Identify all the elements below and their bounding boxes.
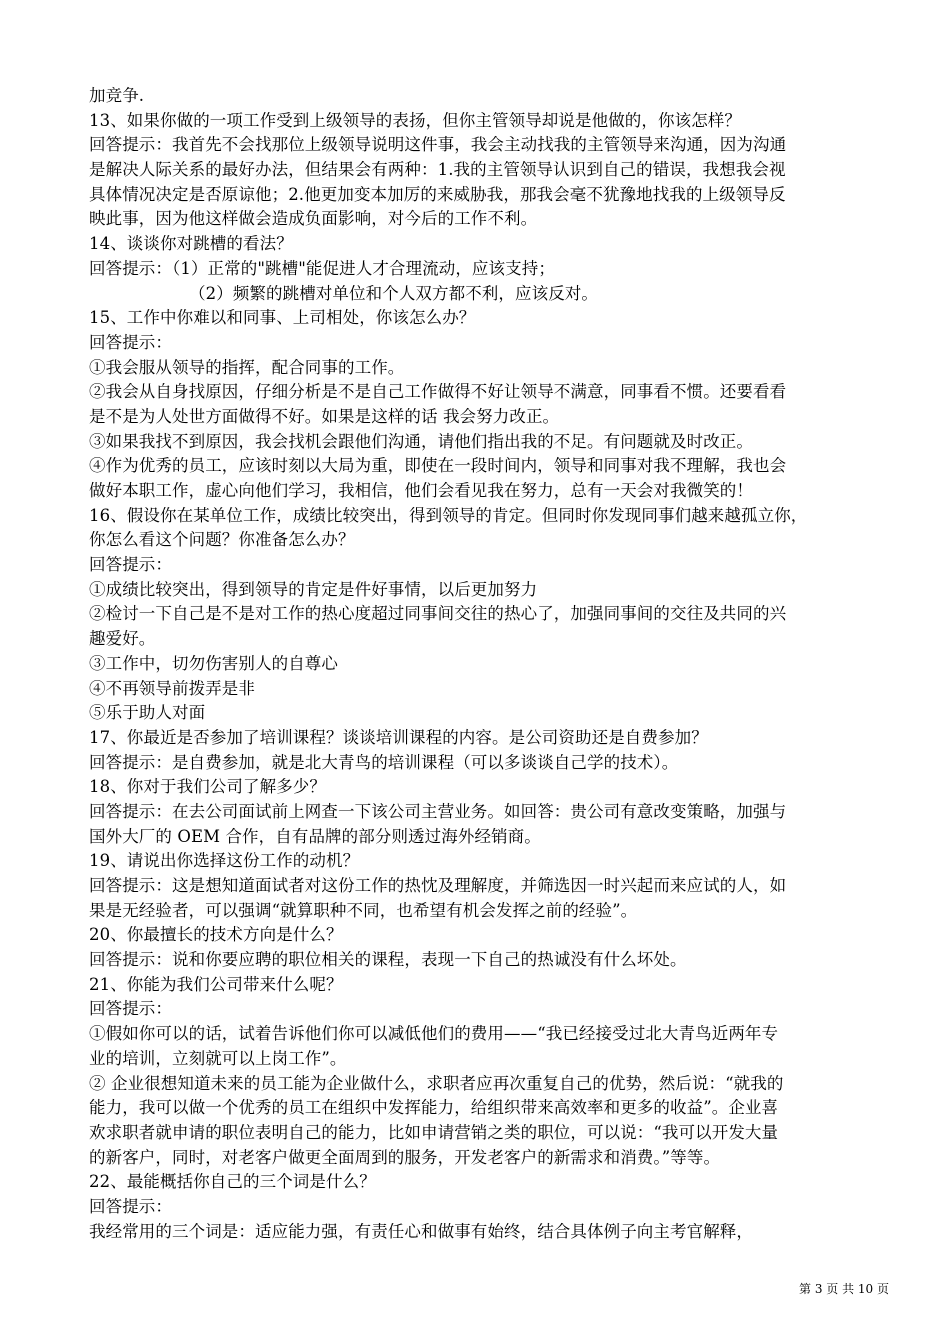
text-line: 13、如果你做的一项工作受到上级领导的表扬，但你主管领导却说是他做的，你该怎样？ [89, 110, 741, 130]
text-line: 我经常用的三个词是：适应能力强，有责任心和做事有始终，结合具体例子向主考官解释， [89, 1221, 753, 1241]
text-line: 15、工作中你难以和同事、上司相处，你该怎么办？ [89, 308, 476, 328]
text-line: ⑤乐于助人对面 [89, 703, 206, 723]
text-line: ②我会从自身找原因，仔细分析是不是自己工作做得不好让领导不满意，同事看不惯。还要看看 [89, 382, 787, 402]
text-line: 20、你最擅长的技术方向是什么？ [89, 925, 343, 945]
text-line: 果是无经验者，可以强调“就算职种不同，也希望有机会发挥之前的经验”。 [89, 900, 638, 920]
text-line: 16、假设你在某单位工作，成绩比较突出，得到领导的肯定。但同时你发现同事们越来越孤立你， [89, 505, 808, 525]
text-line: ①成绩比较突出，得到领导的肯定是件好事情，以后更加努力 [89, 579, 538, 599]
text-line: 映此事，因为他这样做会造成负面影响，对今后的工作不利。 [89, 209, 538, 229]
text-line: 做好本职工作，虚心向他们学习，我相信，他们会看见我在努力，总有一天会对我微笑的！ [89, 481, 753, 500]
text-line: （2）频繁的跳槽对单位和个人双方都不利，应该反对。 [189, 283, 598, 303]
text-line: 回答提示：说和你要应聘的职位相关的课程，表现一下自己的热诚没有什么坏处。 [89, 950, 687, 970]
text-line: 业的培训，立刻就可以上岗工作”。 [89, 1048, 347, 1068]
text-line: 趣爱好。 [89, 629, 156, 649]
text-line: ③如果我找不到原因，我会找机会跟他们沟通，请他们指出我的不足。有问题就及时改正。 [89, 431, 753, 451]
text-line: 回答提示： [89, 999, 172, 1019]
text-line: 你怎么看这个问题？你准备怎么办？ [89, 530, 355, 550]
text-line: 回答提示：我首先不会找那位上级领导说明这件事，我会主动找我的主管领导来沟通，因为沟通 [89, 135, 787, 155]
page-number-footer: 第 3 页 共 10 页 [799, 1282, 889, 1296]
document-body [89, 84, 889, 1244]
text-line: 回答提示：在去公司面试前上网查一下该公司主营业务。如回答：贵公司有意改变策略，加强与 [89, 801, 787, 821]
text-line: ② 企业很想知道未来的员工能为企业做什么，求职者应再次重复自己的优势，然后说：“就我的 [89, 1073, 784, 1093]
text-line: 19、请说出你选择这份工作的动机？ [89, 851, 360, 871]
text-line: 国外大厂的 OEM 合作，自有品牌的部分则透过海外经销商。 [89, 826, 541, 846]
text-line: 14、谈谈你对跳槽的看法？ [89, 234, 293, 254]
text-line: 回答提示： [89, 555, 172, 575]
text-line: ②检讨一下自己是不是对工作的热心度超过同事间交往的热心了，加强同事间的交往及共同的兴 [89, 604, 787, 624]
text-line: 18、你对于我们公司了解多少？ [89, 777, 326, 797]
text-line: 是解决人际关系的最好办法，但结果会有两种：1.我的主管领导认识到自己的错误，我想我会视 [89, 160, 786, 180]
text-line: ④不再领导前拨弄是非 [89, 678, 255, 698]
text-line: 回答提示：（1）正常的"跳槽"能促进人才合理流动，应该支持； [89, 258, 555, 278]
text-line: 回答提示： [89, 332, 172, 352]
text-line: 17、你最近是否参加了培训课程？谈谈培训课程的内容。是公司资助还是自费参加？ [89, 727, 708, 747]
text-line: 加竞争. [89, 86, 145, 105]
text-line: 21、你能为我们公司带来什么呢？ [89, 974, 343, 994]
text-line: ④作为优秀的员工，应该时刻以大局为重，即使在一段时间内，领导和同事对我不理解，我也会 [89, 456, 787, 476]
text-line: 回答提示：这是想知道面试者对这份工作的热忱及理解度，并筛选因一时兴起而来应试的人，如 [89, 876, 787, 895]
text-line: 的新客户，同时，对老客户做更全面周到的服务，开发老客户的新需求和消费。”等等。 [89, 1147, 721, 1167]
text-line: 22、最能概括你自己的三个词是什么？ [89, 1172, 376, 1192]
text-line: 能力，我可以做一个优秀的员工在组织中发挥能力，给组织带来高效率和更多的收益”。企业喜 [89, 1098, 779, 1118]
text-line: ①我会服从领导的指挥，配合同事的工作。 [89, 357, 405, 377]
text-line: 是不是为人处世方面做得不好。如果是这样的话 我会努力改正。 [89, 406, 560, 426]
text-line: 回答提示： [89, 1196, 172, 1216]
text-line: 欢求职者就申请的职位表明自己的能力，比如申请营销之类的职位，可以说：“我可以开发大量 [89, 1122, 779, 1142]
text-line: ③工作中，切勿伤害别人的自尊心 [89, 653, 338, 673]
text-line: 具体情况决定是否原谅他；2.他更加变本加厉的来威胁我，那我会毫不犹豫地找我的上级领导反 [89, 184, 786, 204]
text-line: 回答提示：是自费参加，就是北大青鸟的培训课程（可以多谈谈自己学的技术）。 [89, 752, 679, 772]
text-line: ①假如你可以的话，试着告诉他们你可以减低他们的费用——“我已经接受过北大青鸟近两年专 [89, 1024, 779, 1044]
